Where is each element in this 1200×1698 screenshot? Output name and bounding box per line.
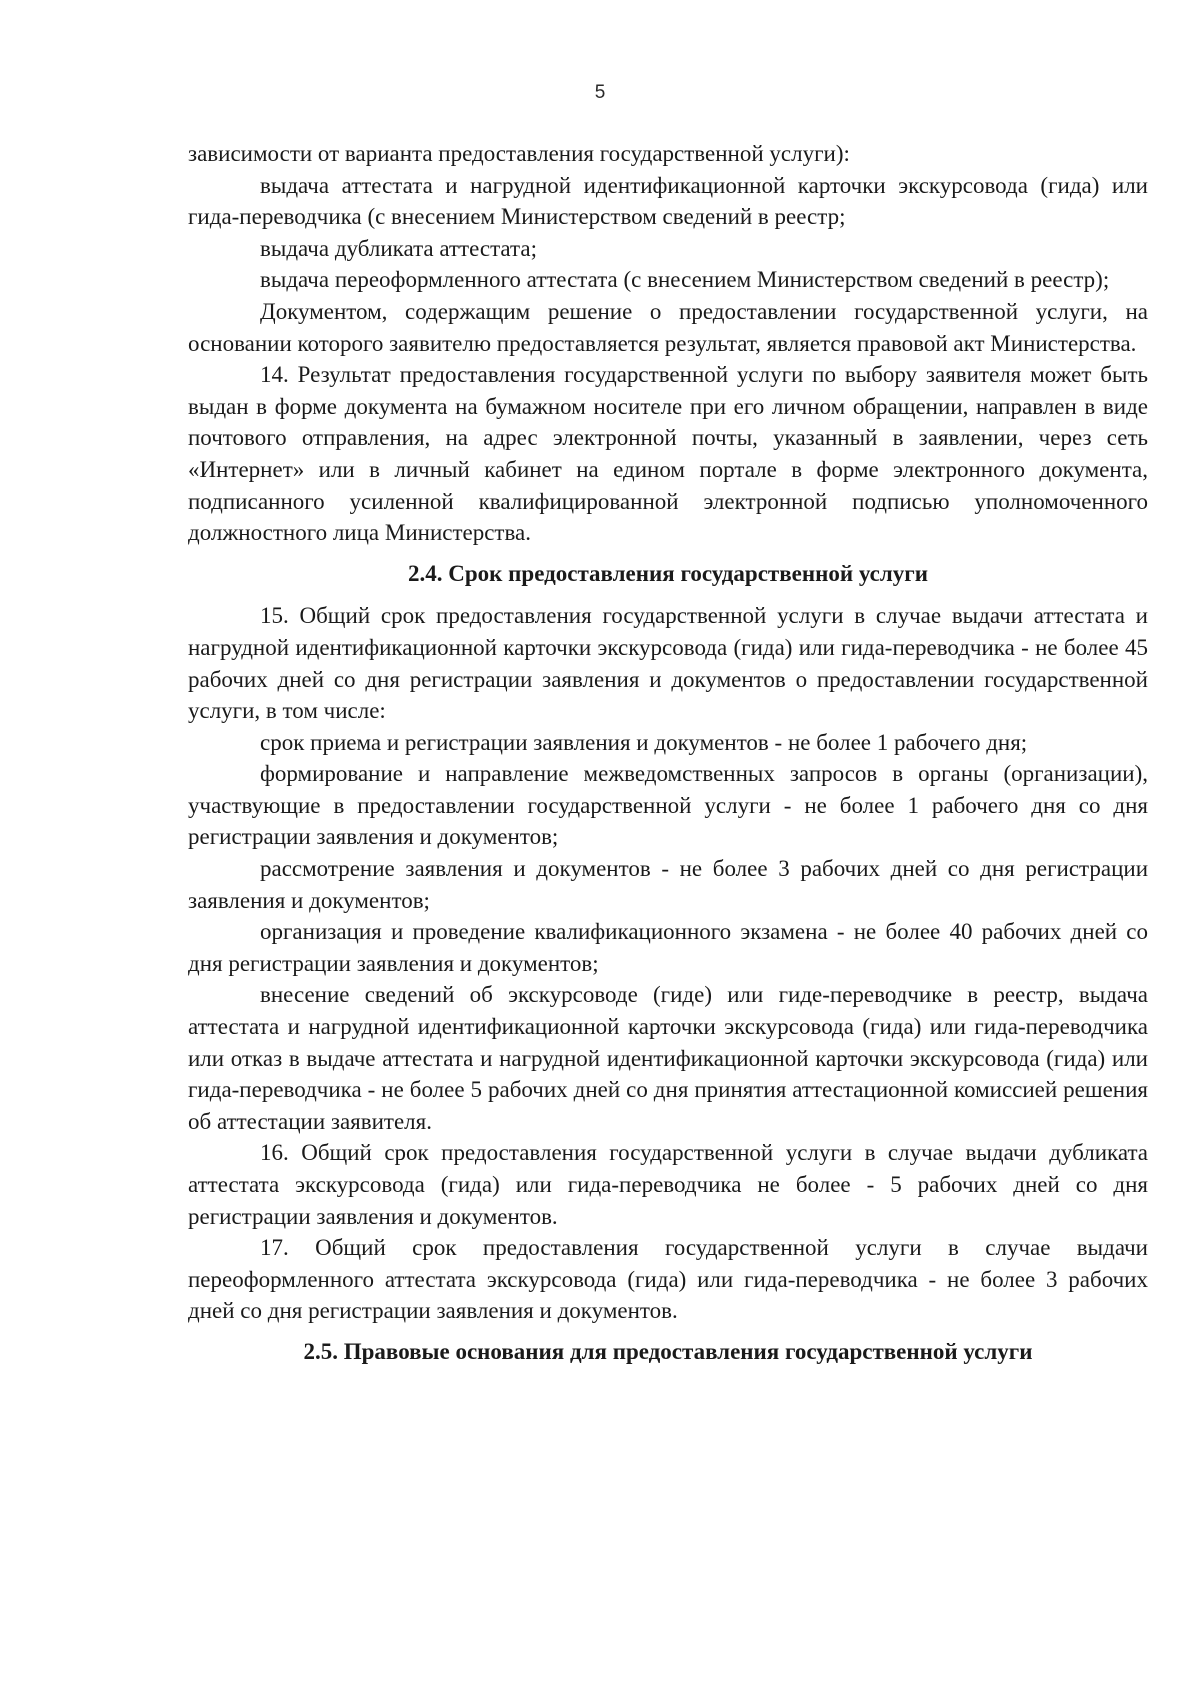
- section-heading-2-5: 2.5. Правовые основания для предоставления государственной услуги: [303, 1338, 1033, 1364]
- section-heading-2-4: 2.4. Срок предоставления государственной услуги: [408, 560, 928, 586]
- paragraph-continuation: зависимости от варианта предоставления государственной услуги):: [188, 141, 850, 166]
- paragraph-result-duplicate: выдача дубликата аттестата;: [260, 235, 537, 261]
- paragraph-item-15: 15. Общий срок предоставления государственной услуги в случае выдачи аттестата и нагрудной идентификационной карточки экскурсовода (гида) или гида-переводчика - не более 45 рабочих дней со дня регистрации заявления и документов о предоставлении государственной услуги, в том числе:: [188, 603, 1148, 724]
- paragraph-item-17: 17. Общий срок предоставления государственной услуги в случае выдачи переоформленного аттестата экскурсовода (гида) или гида-переводчика - не более 3 рабочих дней со дня регистрации заявления и документов.: [188, 1235, 1148, 1324]
- paragraph-item-14: 14. Результат предоставления государственной услуги по выбору заявителя может быть выдан в форме документа на бумажном носителе при его личном обращении, направлен в виде почтового отправления, на адрес электронной почты, указанный в заявлении, через сеть «Интернет» или в личный кабинет на едином портале в форме электронного документа, подписанного усиленной квалифицированной электронной подписью уполномоченного должностного лица Министерства.: [188, 362, 1148, 546]
- document-body: [188, 138, 1148, 1379]
- paragraph-decision-document: Документом, содержащим решение о предоставлении государственной услуги, на основании которого заявителю предоставляется результат, является правовой акт Министерства.: [188, 298, 1148, 356]
- paragraph-review-term: рассмотрение заявления и документов - не более 3 рабочих дней со дня регистрации заявления и документов;: [188, 856, 1148, 913]
- page-number: 5: [594, 82, 606, 103]
- paragraph-exam-term: организация и проведение квалификационного экзамена - не более 40 рабочих дней со дня регистрации заявления и документов;: [188, 919, 1148, 976]
- paragraph-result-attestat: выдача аттестата и нагрудной идентификационной карточки экскурсовода (гида) или гида-переводчика (с внесением Министерством сведений в реестр;: [188, 172, 1148, 230]
- paragraph-registration-term: срок приема и регистрации заявления и документов - не более 1 рабочего дня;: [260, 729, 1028, 755]
- paragraph-result-reissued: выдача переоформленного аттестата (с внесением Министерством сведений в реестр);: [260, 267, 1110, 293]
- paragraph-interagency-requests: формирование и направление межведомственных запросов в органы (организации), участвующие в предоставлении государственной услуги - не более 1 рабочего дня со дня регистрации заявления и документов;: [188, 761, 1148, 850]
- paragraph-registry-term: внесение сведений об экскурсоводе (гиде) или гиде-переводчике в реестр, выдача аттестата и нагрудной идентификационной карточки экскурсовода (гида) или гида-переводчика или отказ в выдаче аттестата и нагрудной идентификационной карточки экскурсовода (гида) или гида-переводчика - не более 5 рабочих дней со дня принятия аттестационной комиссией решения об аттестации заявителя.: [188, 982, 1148, 1134]
- paragraph-item-16: 16. Общий срок предоставления государственной услуги в случае выдачи дубликата аттестата экскурсовода (гида) или гида-переводчика не более - 5 рабочих дней со дня регистрации заявления и документов.: [188, 1140, 1148, 1229]
